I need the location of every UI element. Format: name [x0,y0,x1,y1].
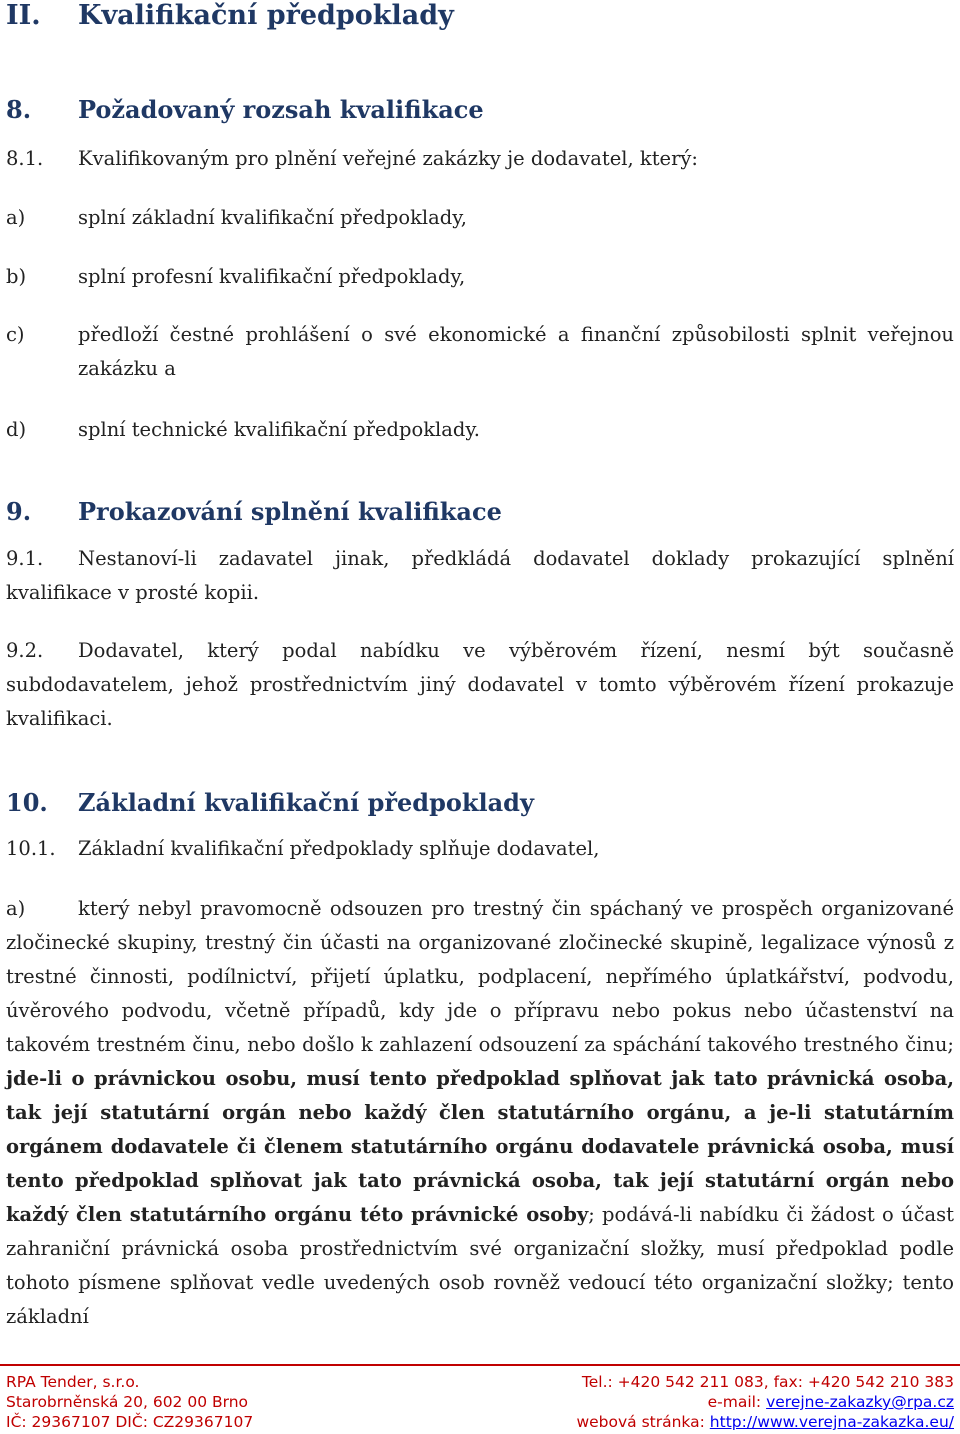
section-heading [6,0,454,31]
paragraph-9-2: 9.2. Dodavatel, který podal nabídku ve výběrovém řízení, nesmí být současně subdodavatelem, jehož prostřednictvím jiný dodavatel v tomto výběrovém řízení prokazuje kvalifikaci. [6,639,954,730]
company-ids: IČ: 29367107 DIČ: CZ29367107 [6,1413,254,1431]
email-line: e-mail: verejne-zakazky@rpa.cz [707,1393,954,1411]
heading-9: 9. Prokazování splnění kvalifikace [6,497,502,526]
footer-contact-block [576,1372,954,1432]
list-item-b: b) splní profesní kvalifikační předpoklady, [6,265,466,288]
web-link[interactable]: http://www.verejna-zakazka.eu/ [709,1413,954,1431]
heading-10: 10. Základní kvalifikační předpoklady [6,788,534,817]
section-title: Kvalifikační předpoklady [78,0,454,31]
list-item-d: d) splní technické kvalifikační předpoklady. [6,418,480,441]
footer-divider [0,1364,960,1366]
page-footer [0,1364,960,1434]
paragraph-8-1: 8.1. Kvalifikovaným pro plnění veřejné zakázky je dodavatel, který: [6,147,698,170]
list-item-c: c) předloží čestné prohlášení o své ekonomické a finanční způsobilosti splnit veřejnou zakázku a [6,323,954,380]
list-item-a: a) splní základní kvalifikační předpoklady, [6,206,467,229]
section-number: II. [6,0,41,31]
paragraph-10-1: 10.1. Základní kvalifikační předpoklady splňuje dodavatel, [6,837,600,860]
phone-fax: Tel.: +420 542 211 083, fax: +420 542 210 383 [581,1373,954,1391]
web-line: webová stránka: http://www.verejna-zakazka.eu/ [576,1413,954,1431]
footer-company-block [6,1372,253,1432]
bold-requirement: jde-li o právnickou osobu, musí tento předpoklad splňovat jak tato právnická osoba, tak její statutární orgán nebo každý člen statutárního orgánu, a je-li statutárním orgánem dodavatele či členem statutárního orgánu dodavatele právnická osoba, musí tento předpoklad splňovat jak tato právnická osoba, tak její statutární orgán nebo každý člen statutárního orgánu této právnické osoby [6,1067,954,1226]
company-address: Starobrněnská 20, 602 00 Brno [6,1393,249,1411]
heading-8: 8. Požadovaný rozsah kvalifikace [6,95,484,124]
email-link[interactable]: verejne-zakazky@rpa.cz [766,1393,954,1411]
paragraph-10-1-a: a) který nebyl pravomocně odsouzen pro trestný čin spáchaný ve prospěch organizované zločinecké skupiny, trestný čin účasti na organizované zločinecké skupině, legalizace výnosů z trestné činnosti, podílnictví, přijetí úplatku, podplacení, nepřímého úplatkářství, podvodu, úvěrového podvodu, včetně případů, kdy jde o přípravu nebo pokus nebo účastenství na takovém trestném činu, nebo došlo k zahlazení odsouzení za spáchání takového trestného činu; jde-li o právnickou osobu, musí tento předpoklad splňovat jak tato právnická osoba, tak její statutární orgán nebo každý člen statutárního orgánu, a je-li statutárním orgánem dodavatele či členem statutárního orgánu dodavatele právnická osoba, musí tento předpoklad splňovat jak tato právnická osoba, tak její statutární orgán nebo každý člen statutárního orgánu této právnické osoby; podává-li nabídku či žádost o účast zahraniční právnická osoba prostřednictvím své organizační složky, musí předpoklad podle tohoto písmene splňovat vedle uvedených osob rovněž vedoucí této organizační složky; tento základní [6,897,954,1328]
paragraph-9-1: 9.1. Nestanoví-li zadavatel jinak, předkládá dodavatel doklady prokazující splnění kvalifikace v prosté kopii. [6,547,954,604]
company-name: RPA Tender, s.r.o. [6,1373,140,1391]
